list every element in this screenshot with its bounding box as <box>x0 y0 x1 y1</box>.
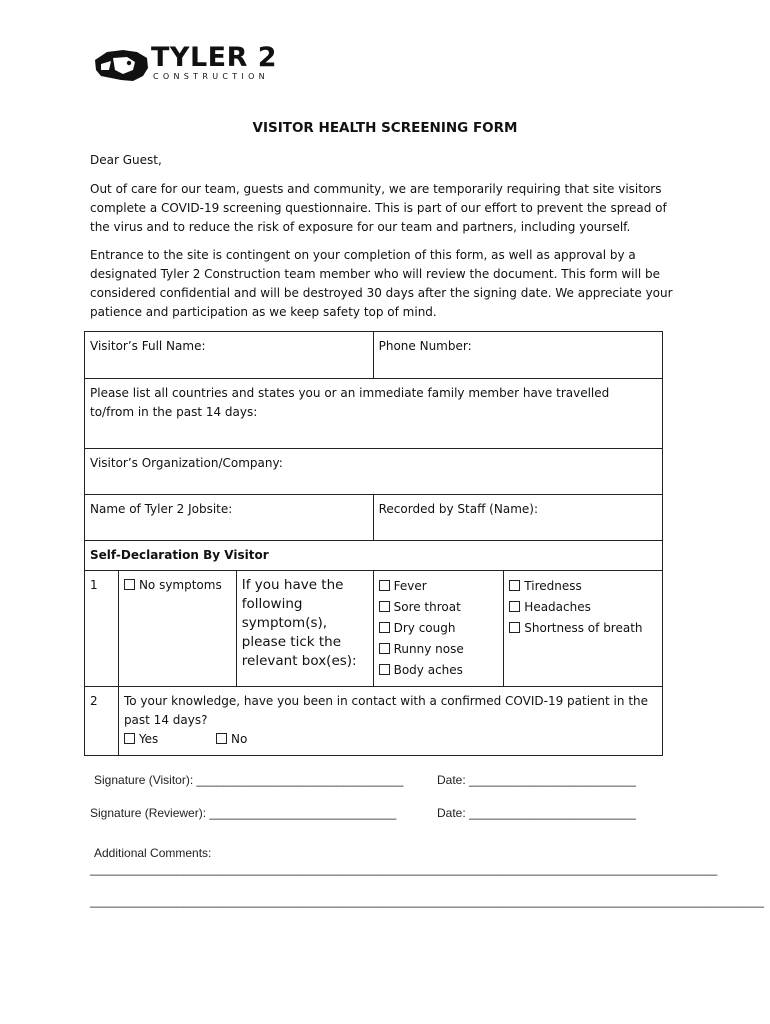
full-name-field[interactable] <box>85 332 374 379</box>
symptom-option-headaches[interactable] <box>509 597 657 618</box>
no-symptoms-label: No symptoms <box>138 578 222 592</box>
comments-line-2[interactable]: _____________________________________________________________________________________________________ <box>90 894 765 908</box>
shortness-of-breath-checkbox[interactable] <box>509 622 520 633</box>
sore-throat-checkbox[interactable] <box>379 601 390 612</box>
fever-label: Fever <box>393 579 427 593</box>
symptom-option-sore-throat[interactable] <box>379 597 499 618</box>
yes-option[interactable] <box>124 732 158 746</box>
headaches-checkbox[interactable] <box>509 601 520 612</box>
symptoms-column-1 <box>373 571 504 687</box>
body-aches-checkbox[interactable] <box>379 664 390 675</box>
visitor-date-line[interactable]: Date: _________________________ <box>437 773 636 787</box>
symptoms-column-2 <box>504 571 663 687</box>
symptom-prompt: If you have the following symptom(s), please tick the relevant box(es): <box>236 571 373 687</box>
symptom-option-fever[interactable] <box>379 576 499 597</box>
symptom-option-dry-cough[interactable] <box>379 618 499 639</box>
fever-checkbox[interactable] <box>379 580 390 591</box>
question-1-number: 1 <box>85 571 119 687</box>
dog-logo-icon <box>93 48 149 82</box>
no-label: No <box>230 732 248 746</box>
phone-label: Phone Number: <box>378 339 472 353</box>
tiredness-label: Tiredness <box>524 579 582 593</box>
yes-checkbox[interactable] <box>124 733 135 744</box>
no-symptoms-checkbox[interactable] <box>124 579 135 590</box>
headaches-label: Headaches <box>524 600 591 614</box>
entrance-paragraph: Entrance to the site is contingent on your completion of this form, as well as approval by a designated Tyler 2 Construction team member who will review the document. This form will be considered confidential and will be destroyed 30 days after the signing date. We appreciate your patience and participation as we keep safety top of mind. <box>90 248 673 319</box>
recorded-by-label: Recorded by Staff (Name): <box>378 502 538 516</box>
question-2-text: To your knowledge, have you been in contact with a confirmed COVID-19 patient in the past 14 days? <box>123 694 649 727</box>
self-declaration-heading: Self-Declaration By Visitor <box>85 541 663 571</box>
jobsite-label: Name of Tyler 2 Jobsite: <box>90 502 233 516</box>
countries-field[interactable] <box>85 379 663 449</box>
company-logo <box>93 42 278 85</box>
logo-brand-text: TYLER 2 <box>151 42 278 73</box>
visitor-signature-line[interactable]: Signature (Visitor): _______________________________ <box>94 773 404 787</box>
shortness-of-breath-label: Shortness of breath <box>524 621 643 635</box>
question-2-cell <box>118 687 662 756</box>
yes-label: Yes <box>138 732 159 746</box>
symptom-option-body-aches[interactable] <box>379 660 499 681</box>
symptom-option-runny-nose[interactable] <box>379 639 499 660</box>
phone-field[interactable] <box>373 332 662 379</box>
no-checkbox[interactable] <box>216 733 227 744</box>
jobsite-field[interactable] <box>85 495 374 541</box>
sore-throat-label: Sore throat <box>393 600 461 614</box>
intro-paragraph: Out of care for our team, guests and community, we are temporarily requiring that site visitors complete a COVID-19 screening questionnaire. This is part of our effort to prevent the spread of the virus and to reduce the risk of exposure for our team and partners, including yourself. <box>90 182 667 234</box>
no-symptoms-option[interactable] <box>118 571 236 687</box>
dry-cough-label: Dry cough <box>393 621 456 635</box>
body-aches-label: Body aches <box>393 663 463 677</box>
tiredness-checkbox[interactable] <box>509 580 520 591</box>
runny-nose-label: Runny nose <box>393 642 464 656</box>
symptom-option-tiredness[interactable] <box>509 576 657 597</box>
organization-field[interactable] <box>85 449 663 495</box>
question-2-number: 2 <box>85 687 119 756</box>
comments-line-1[interactable]: ______________________________________________________________________________________________ <box>90 862 718 876</box>
reviewer-signature-line[interactable]: Signature (Reviewer): ____________________________ <box>90 806 397 820</box>
recorded-by-field[interactable] <box>373 495 662 541</box>
reviewer-date-line[interactable]: Date: _________________________ <box>437 806 636 820</box>
organization-label: Visitor’s Organization/Company: <box>90 456 283 470</box>
screening-table <box>84 331 663 756</box>
form-title: VISITOR HEALTH SCREENING FORM <box>252 120 518 136</box>
countries-label: Please list all countries and states you or an immediate family member have travelled to/from in the past 14 days: <box>90 386 610 419</box>
runny-nose-checkbox[interactable] <box>379 643 390 654</box>
no-option[interactable] <box>216 732 247 746</box>
symptom-option-shortness-of-breath[interactable] <box>509 618 657 639</box>
logo-subtext: CONSTRUCTION <box>153 72 269 81</box>
greeting: Dear Guest, <box>90 153 162 167</box>
dry-cough-checkbox[interactable] <box>379 622 390 633</box>
additional-comments-label: Additional Comments: <box>94 846 212 860</box>
full-name-label: Visitor’s Full Name: <box>90 339 206 353</box>
